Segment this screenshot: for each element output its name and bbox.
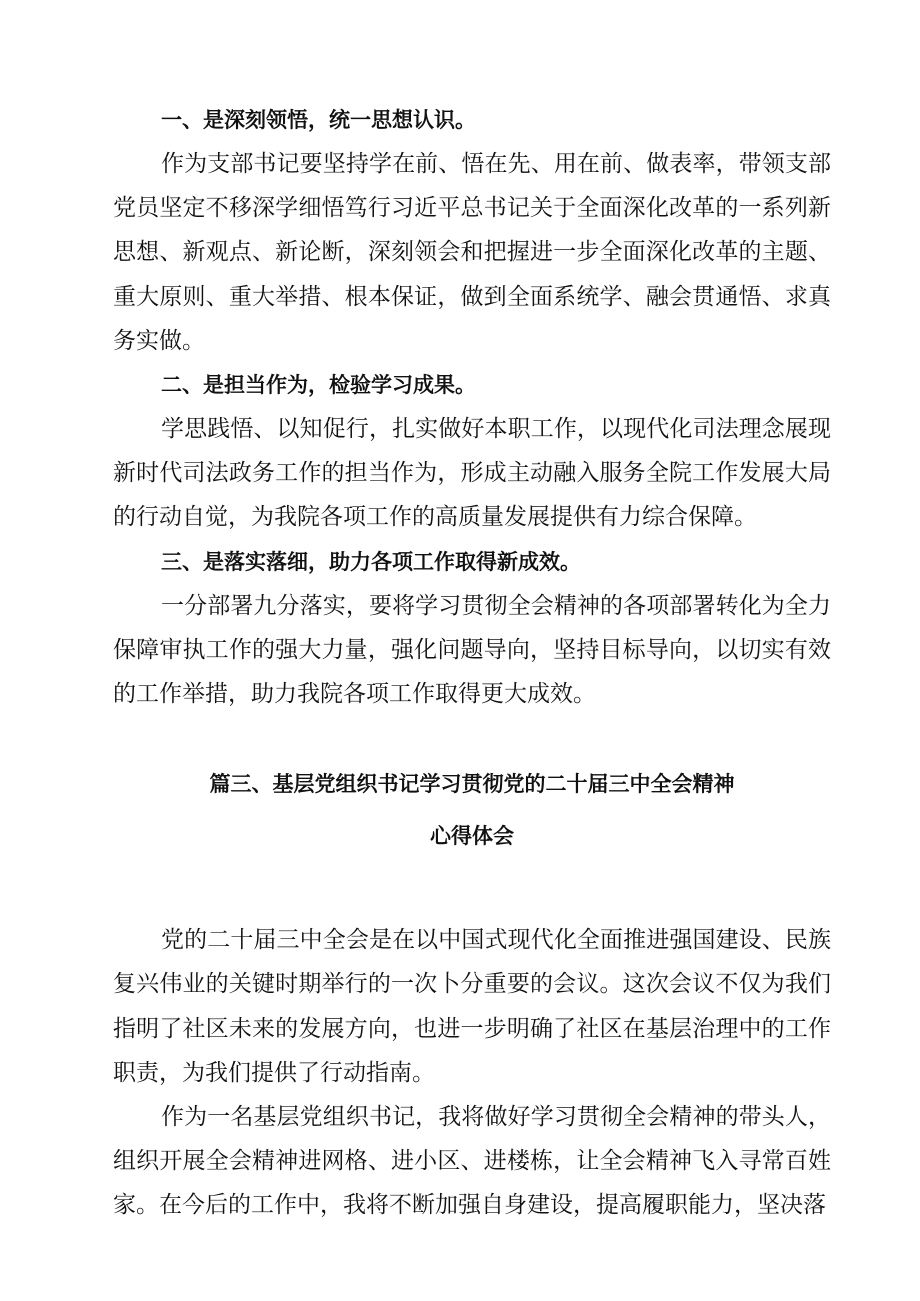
section-heading-2: 二、是担当作为，检验学习成果。: [161, 372, 476, 398]
article-title-line-2: 心得体会: [430, 823, 514, 849]
article-paragraph-2: 作为一名基层党组织书记，我将做好学习贯彻全会精神的带头人，组织开展全会精神进网格、进小区、进楼栋，让全会精神飞入寻常百姓家。在今后的工作中，我将不断加强自身建设，提高履职能力，坚决落: [113, 1104, 831, 1219]
article-title: [113, 758, 831, 862]
section-paragraph-2: 学思践悟、以知促行，扎实做好本职工作，以现代化司法理念展现新时代司法政务工作的担当作为，形成主动融入服务全院工作发展大局的行动自觉，为我院各项工作的高质量发展提供有力综合保障。: [113, 416, 831, 531]
section-paragraph-1: 作为支部书记要坚持学在前、悟在先、用在前、做表率，带领支部党员坚定不移深学细悟笃行习近平总书记关于全面深化改革的一系列新思想、新观点、新论断，深刻领会和把握进一步全面深化改革的主题、重大原则、重大举措、根本保证，做到全面系统学、融会贯通悟、求真务实做。: [113, 151, 831, 354]
section-heading-3: 三、是落实落细，助力各项工作取得新成效。: [161, 548, 581, 574]
title-spacer: [113, 862, 831, 918]
document-page: [113, 98, 831, 1228]
section-paragraph-3: 一分部署九分落实，要将学习贯彻全会精神的各项部署转化为全力保障审执工作的强大力量，强化问题导向，坚持目标导向，以切实有效的工作举措，助力我院各项工作取得更大成效。: [113, 592, 831, 708]
article-paragraph-1: 党的二十届三中全会是在以中国式现代化全面推进强国建设、民族复兴伟业的关键时期举行的一次卜分重要的会议。这次会议不仅为我们指明了社区未来的发展方向，也进一步明确了社区在基层治理中的工作职责，为我们提供了行动指南。: [113, 927, 831, 1086]
section-heading-1: 一、是深刻领悟，统一思想认识。: [161, 107, 476, 132]
article-title-line-1: 篇三、基层党组织书记学习贯彻党的二十届三中全会精神: [209, 771, 735, 797]
